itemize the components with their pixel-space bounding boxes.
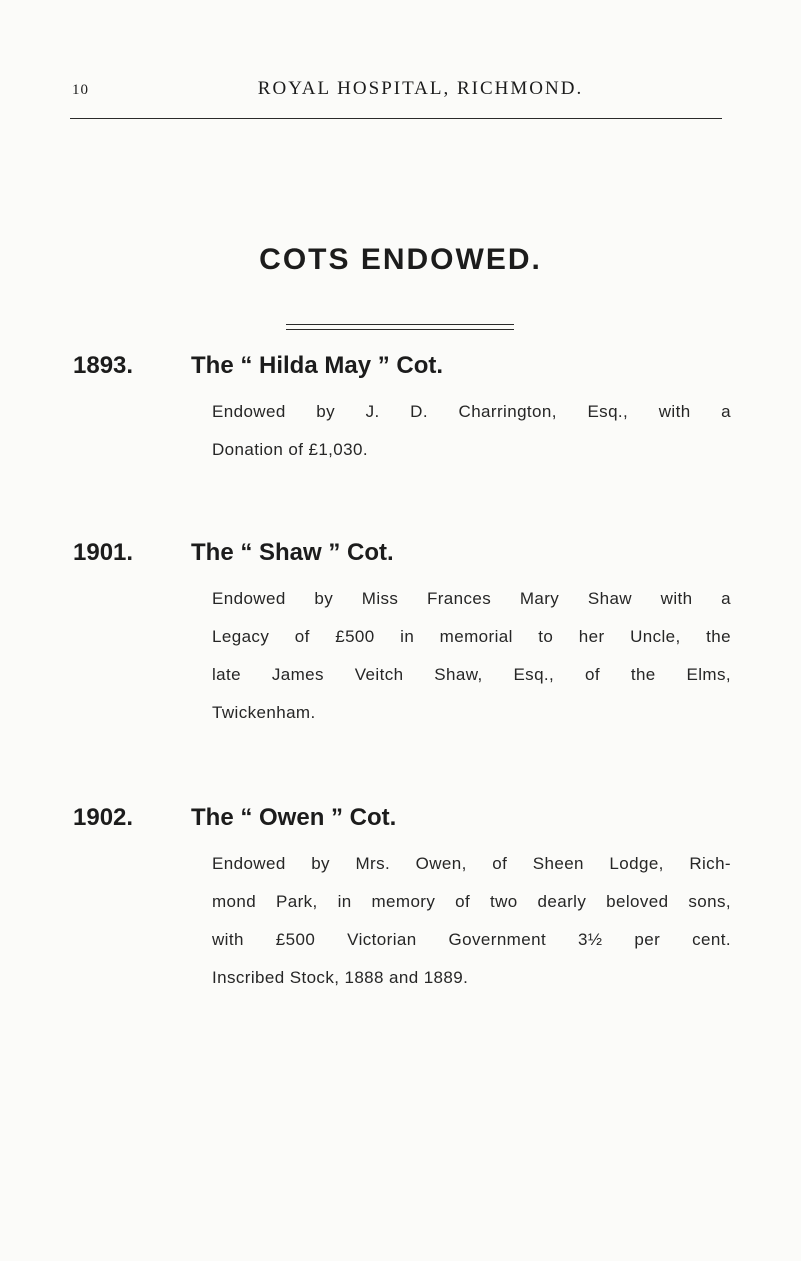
entry-heading: The “ Shaw ” Cot. bbox=[191, 539, 394, 566]
entry-body bbox=[212, 854, 731, 1006]
entry-line: Endowed by Mrs. Owen, of Sheen Lodge, Rich- bbox=[212, 854, 731, 873]
entry-line: Inscribed Stock, 1888 and 1889. bbox=[212, 968, 469, 987]
entry-line: with £500 Victorian Government 3½ per cent. bbox=[212, 930, 731, 949]
entry-line: Twickenham. bbox=[212, 703, 316, 722]
entry-heading: The “ Owen ” Cot. bbox=[191, 804, 397, 831]
entry-body bbox=[212, 589, 731, 741]
entry-line: late James Veitch Shaw, Esq., of the Elms, bbox=[212, 665, 731, 684]
section-title: COTS ENDOWED. bbox=[259, 243, 542, 276]
entry-year: 1893. bbox=[73, 352, 134, 379]
entry-year: 1902. bbox=[73, 804, 134, 831]
title-rule-top bbox=[286, 324, 514, 325]
entry-body bbox=[212, 402, 731, 478]
entry-year: 1901. bbox=[73, 539, 134, 566]
header-rule bbox=[70, 118, 722, 119]
title-rule-bottom bbox=[286, 329, 514, 330]
running-title: ROYAL HOSPITAL, RICHMOND. bbox=[257, 78, 584, 99]
entry-line: Endowed by Miss Frances Mary Shaw with a bbox=[212, 589, 731, 608]
entry-heading: The “ Hilda May ” Cot. bbox=[191, 352, 444, 379]
entry-line: mond Park, in memory of two dearly beloved sons, bbox=[212, 892, 731, 911]
entry-line: Legacy of £500 in memorial to her Uncle, the bbox=[212, 627, 731, 646]
entry-line: Donation of £1,030. bbox=[212, 440, 368, 459]
page-number: 10 bbox=[72, 82, 89, 98]
entry-line: Endowed by J. D. Charrington, Esq., with a bbox=[212, 402, 731, 421]
